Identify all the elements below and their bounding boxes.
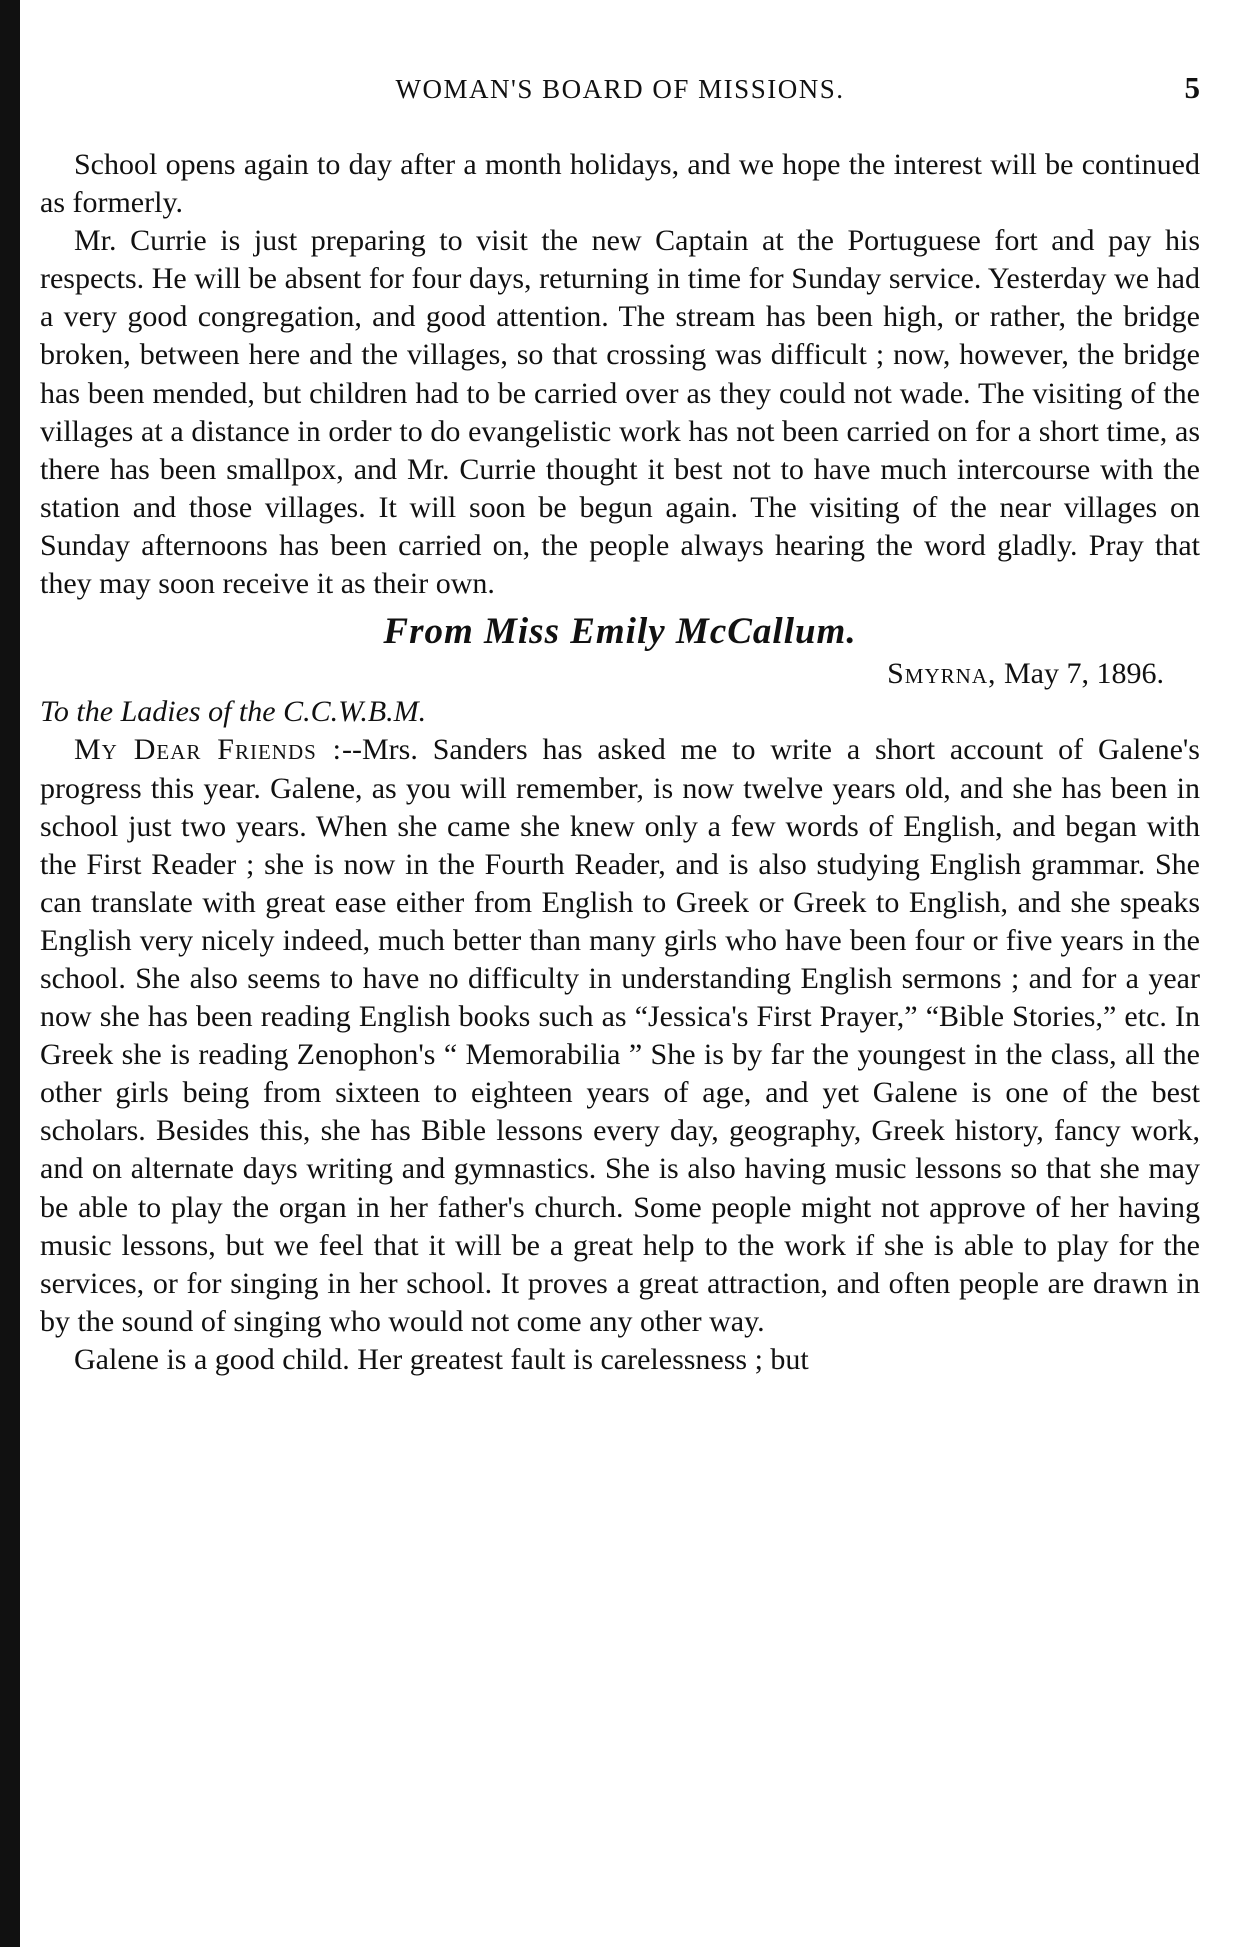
- paragraph: Mr. Currie is just preparing to visit the new Captain at the Portuguese fort and pay his respects. He will be absent for four days, returning in time for Sunday service. Yesterday we had a very good congregation, and good attention. The stream has been high, or rather, the bridge broken, between here and the villages, so that crossing was difficult ; now, however, the bridge has been mended, but children had to be carried over as they could not wade. The visiting of the villages at a distance in order to do evangelistic work has not been carried on for a short time, as there has been smallpox, and Mr. Currie thought it best not to have much intercourse with the station and those villages. It will soon be begun again. The visiting of the near villages on Sunday afternoons has been carried on, the people always hearing the word gladly. Pray that they may soon receive it as their own.: [40, 224, 1200, 601]
- body-text: [40, 146, 1200, 1379]
- salutation: To the Ladies of the C.C.W.B.M.: [40, 695, 427, 729]
- dateline-date: May 7, 1896.: [1004, 657, 1164, 691]
- page-number: 5: [1184, 70, 1200, 105]
- letter-paragraph-text: --Mrs. Sanders has asked me to write a short account of Galene's progress this year. Galene, as you will remember, is now twelve years old, and she has been in school just two years. When she came she knew only a few words of English, and began with the First Reader ; she is now in the Fourth Reader, and is also studying English grammar. She can translate with great ease either from English to Greek or Greek to English, and she speaks English very nicely indeed, much better than many girls who have been four or five years in the school. She also seems to have no difficulty in understanding English sermons ; and for a year now she has been reading English books such as “Jessica's First Prayer,” “Bible Stories,” etc. In Greek she is reading Zenophon's “ Memorabilia ” She is by far the youngest in the class, all the other girls being from sixteen to eighteen years of age, and yet Galene is one of the best scholars. Besides this, she has Bible lessons every day, geography, Greek history, fancy work, and on alternate days writing and gymnastics. She is also having music lessons so that she may be able to play the organ in her father's church. Some people might not approve of her having music lessons, but we feel that it will be a great help to the work if she is able to play for the services, or for singing in her school. It proves a great attraction, and often people are drawn in by the sound of singing who would not come any other way.: [40, 733, 1200, 1338]
- page-binding-edge: [0, 0, 20, 1947]
- letter-title: From Miss Emily McCallum.: [383, 611, 857, 653]
- document-page: [40, 0, 1200, 1947]
- dateline-place: Smyrna,: [887, 657, 997, 691]
- paragraph: Galene is a good child. Her greatest fault is carelessness ; but: [74, 1342, 809, 1376]
- dateline: [40, 655, 1200, 693]
- letter-paragraph: [40, 731, 1200, 1341]
- paragraph: School opens again to day after a month holidays, and we hope the interest will be continued as formerly.: [40, 148, 1200, 220]
- running-head: WOMAN'S BOARD OF MISSIONS.: [395, 74, 845, 104]
- page-header: [40, 62, 1200, 108]
- greeting: My Dear Friends :: [74, 733, 342, 767]
